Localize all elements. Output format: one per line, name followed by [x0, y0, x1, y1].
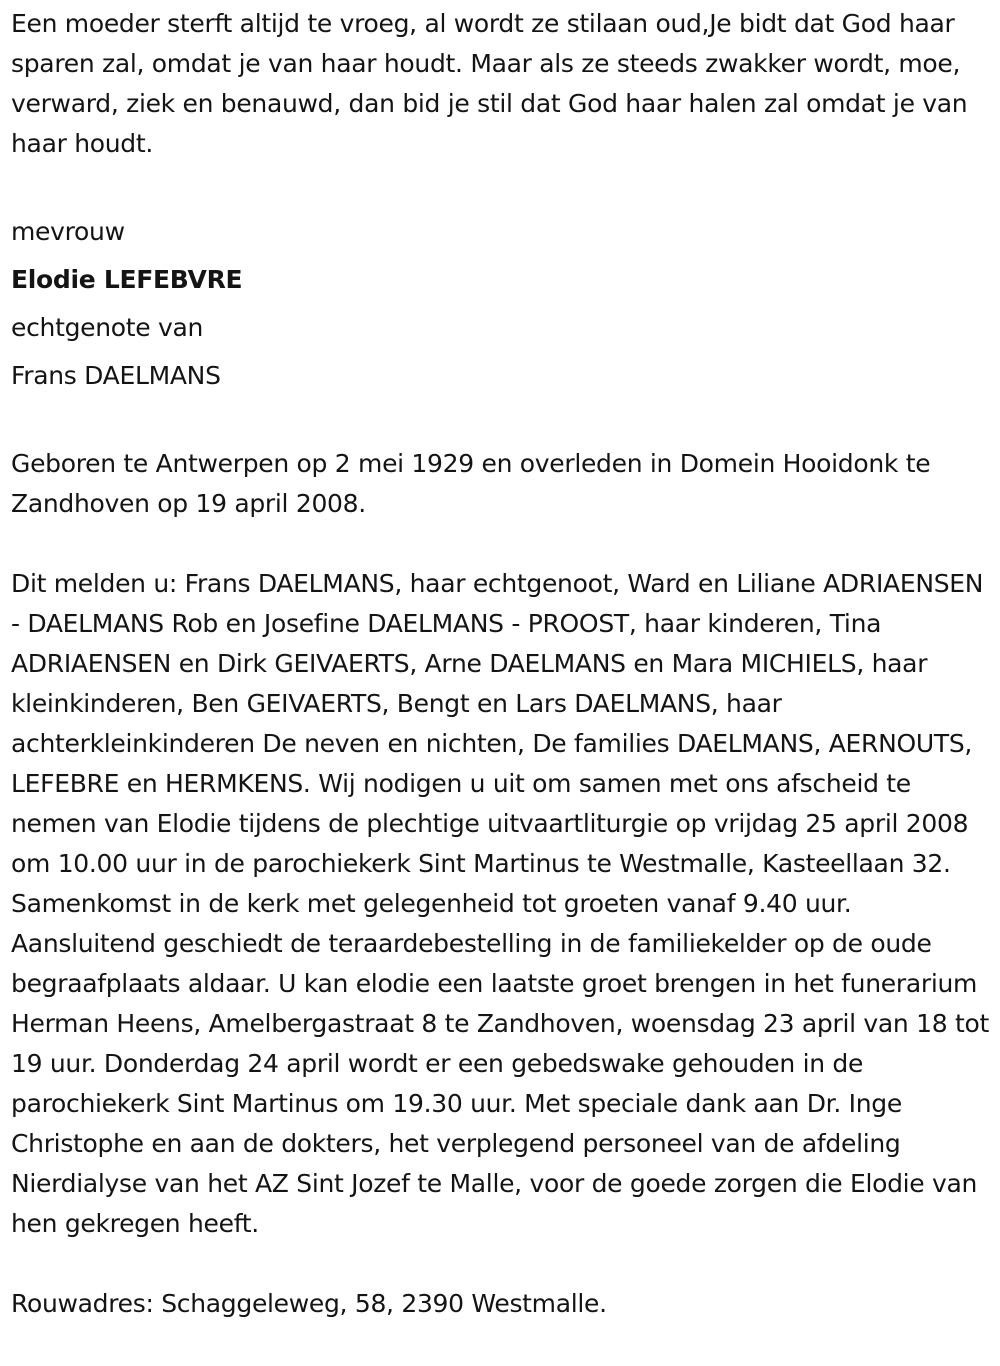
mourning-address: Rouwadres: Schaggeleweg, 58, 2390 Westmalle. [11, 1289, 607, 1318]
deceased-name: Elodie LEFEBVRE [11, 265, 243, 294]
birth-death-text: Geboren te Antwerpen op 2 mei 1929 en overleden in Domein Hooidonk te Zandhoven op 19 april 2008. [11, 449, 931, 518]
relation-label: echtgenote van [11, 313, 204, 342]
title-prefix: mevrouw [11, 217, 125, 246]
spacer [11, 164, 989, 204]
announcement-text: Dit melden u: Frans DAELMANS, haar echtgenoot, Ward en Liliane ADRIAENSEN - DAELMANS Rob en Josefine DAELMANS - PROOST, haar kinderen, Tina ADRIAENSEN en Dirk GEIVAERTS, Arne DAELMANS en Mara MICHIELS, haar kleinkinderen, Ben GEIVAERTS, Bengt en Lars DAELMANS, haar achterkleinkinderen De neven en nichten, De families DAELMANS, AERNOUTS, LEFEBRE en HERMKENS. Wij nodigen u uit om samen met ons afscheid te nemen van Elodie tijdens de plechtige uitvaartliturgie op vrijdag 25 april 2008 om 10.00 uur in de parochiekerk Sint Martinus te Westmalle, Kasteellaan 32. Samenkomst in de kerk met gelegenheid tot groeten vanaf 9.40 uur. Aansluitend geschiedt de teraardebestelling in de familiekelder op de oude begraafplaats aldaar. U kan elodie een laatste groet brengen in het funerarium Herman Heens, Amelbergastraat 8 te Zandhoven, woensdag 23 april van 18 tot 19 uur. Donderdag 24 april wordt er een gebedswake gehouden in de parochiekerk Sint Martinus om 19.30 uur. Met speciale dank aan Dr. Inge Christophe en aan de dokters, het verplegend personeel van de afdeling Nierdialyse van het AZ Sint Jozef te Malle, voor de goede zorgen die Elodie van hen gekregen heeft. [11, 569, 989, 1238]
spacer [11, 1244, 989, 1284]
spouse-name: Frans DAELMANS [11, 361, 221, 390]
spacer [11, 524, 989, 564]
spacer [11, 400, 989, 440]
deceased-block [11, 208, 989, 400]
memorial-poem: Een moeder sterft altijd te vroeg, al wordt ze stilaan oud,Je bidt dat God haar sparen zal, omdat je van haar houdt. Maar als ze steeds zwakker wordt, moe, verward, ziek en benauwd, dan bid je stil dat God haar halen zal omdat je van haar houdt. [11, 9, 968, 158]
